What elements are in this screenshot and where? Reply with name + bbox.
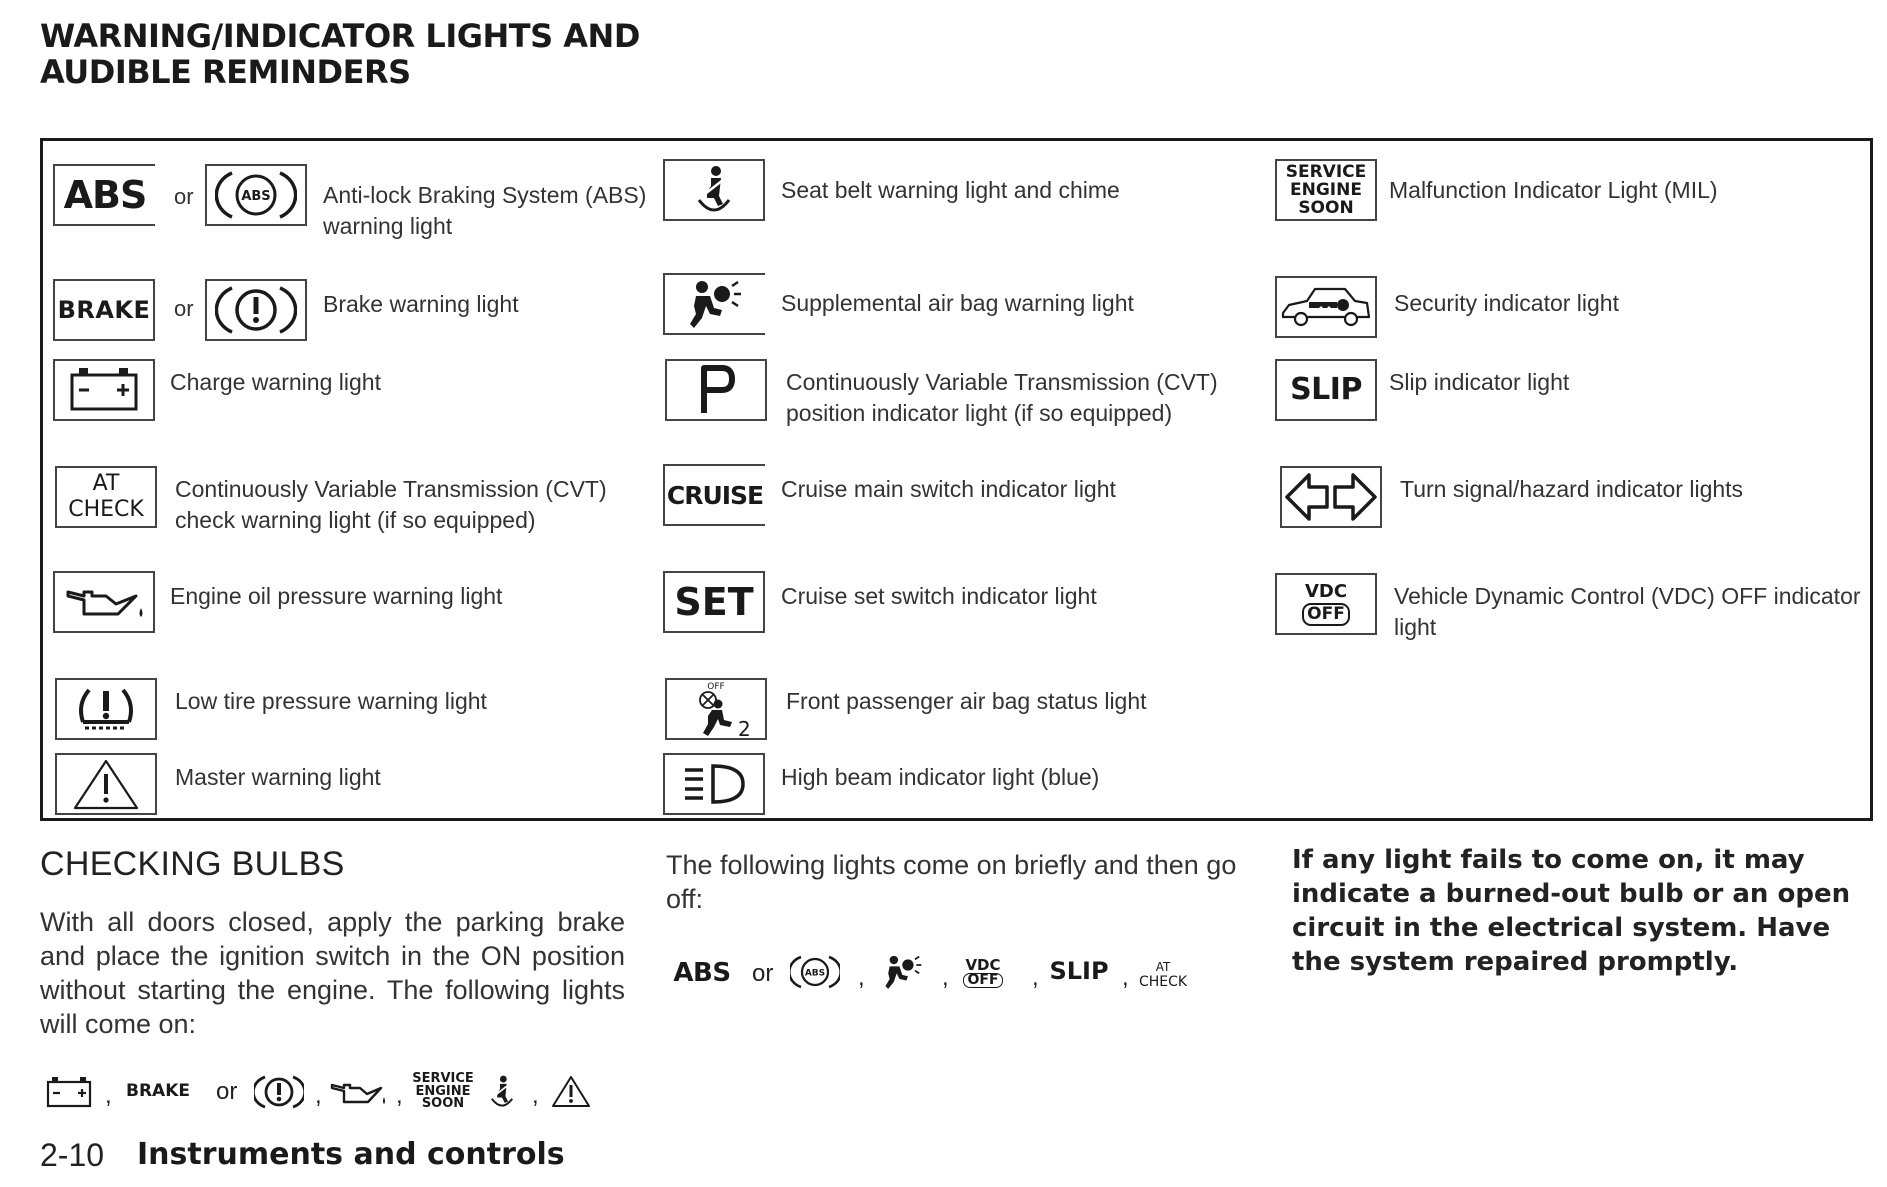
air-bag-label: Supplemental air bag warning light	[781, 290, 1134, 316]
cvt-check-label: Continuously Variable Transmission (CVT) check warning light (if so equipped)	[175, 476, 607, 533]
or-label: or	[174, 184, 194, 209]
turn-signal-label: Turn signal/hazard indicator lights	[1400, 476, 1744, 502]
mil-label: Malfunction Indicator Light (MIL)	[1389, 177, 1718, 203]
bulb-check-symbols-row-2	[666, 950, 1226, 1000]
oil-can-icon	[53, 571, 155, 633]
security-car-key-icon	[1275, 276, 1377, 338]
turn-signal-arrows-icon	[1280, 466, 1382, 528]
oil-can-icon	[328, 1076, 388, 1110]
tire-pressure-label: Low tire pressure warning light	[175, 688, 487, 714]
svg-text:2: 2	[738, 717, 751, 738]
passenger-air-bag-off-icon	[665, 678, 767, 740]
separator-comma: ,	[858, 964, 865, 991]
vdc-off-label: Vehicle Dynamic Control (VDC) OFF indicator light	[1394, 583, 1861, 640]
brake-text-icon: BRAKE	[53, 279, 155, 341]
tire-pressure-icon	[55, 678, 157, 740]
set-icon: SET	[663, 571, 765, 633]
slip-icon: SLIP	[1049, 956, 1109, 985]
high-beam-icon	[663, 753, 765, 815]
page-title-line-1: WARNING/INDICATOR LIGHTS AND	[40, 17, 640, 55]
brake-warning-label: Brake warning light	[323, 291, 519, 317]
abs-circle-icon	[790, 952, 840, 992]
abs-text-icon: ABS	[53, 164, 155, 226]
brake-text-icon: BRAKE	[126, 1080, 190, 1101]
master-warning-triangle-icon	[550, 1072, 592, 1112]
checking-bulbs-heading: CHECKING BULBS	[40, 845, 345, 883]
oil-pressure-label: Engine oil pressure warning light	[170, 583, 503, 609]
separator-comma: ,	[532, 1082, 539, 1109]
bulb-check-symbols-row-1	[40, 1070, 600, 1120]
at-check-icon: AT CHECK	[55, 466, 157, 528]
battery-icon	[45, 1072, 93, 1112]
at-check-icon: AT CHECK	[1138, 960, 1188, 990]
separator-comma: ,	[315, 1082, 322, 1109]
vdc-off-icon: VDC OFF	[1275, 573, 1377, 635]
or-label: or	[752, 960, 774, 987]
seat-belt-icon	[480, 1070, 524, 1114]
svg-text:ABS: ABS	[804, 968, 826, 979]
cruise-icon: CRUISE	[663, 464, 765, 526]
slip-icon: SLIP	[1275, 359, 1377, 421]
or-label: or	[216, 1078, 238, 1105]
seat-belt-icon	[663, 159, 765, 221]
cruise-set-label: Cruise set switch indicator light	[781, 583, 1097, 609]
air-bag-icon	[882, 952, 924, 992]
charge-warning-label: Charge warning light	[170, 369, 381, 395]
svg-text:OFF: OFF	[707, 682, 725, 692]
page-title	[40, 18, 640, 90]
checking-bulbs-paragraph: With all doors closed, apply the parking brake and place the ignition switch in the ON position without starting the engine. The following lights will come on:	[40, 907, 625, 1039]
page-title-line-2: AUDIBLE REMINDERS	[40, 53, 411, 91]
separator-comma: ,	[1032, 964, 1039, 991]
separator-comma: ,	[942, 964, 949, 991]
service-engine-soon-icon: SERVICE ENGINE SOON	[1275, 159, 1377, 221]
separator-comma: ,	[396, 1082, 403, 1109]
separator-comma: ,	[1122, 964, 1129, 991]
cruise-main-label: Cruise main switch indicator light	[781, 476, 1116, 502]
abs-circle-icon	[205, 164, 307, 226]
section-title: Instruments and controls	[137, 1137, 565, 1172]
page-number: 2-10	[40, 1137, 105, 1173]
abs-text-icon: ABS	[673, 957, 731, 988]
cvt-p-icon	[665, 359, 767, 421]
abs-warning-label: Anti-lock Braking System (ABS) warning light	[323, 182, 647, 239]
battery-icon	[53, 359, 155, 421]
brake-circle-icon	[254, 1072, 304, 1112]
service-engine-soon-icon: SERVICE ENGINE SOON	[412, 1071, 474, 1112]
seat-belt-label: Seat belt warning light and chime	[781, 177, 1120, 203]
svg-text:ABS: ABS	[241, 189, 271, 204]
air-bag-icon	[663, 273, 765, 335]
bulb-failure-warning: If any light fails to come on, it may indicate a burned-out bulb or an open circuit in the electrical system. Have the system repaired promptly.	[1292, 845, 1851, 977]
or-label: or	[174, 296, 194, 321]
separator-comma: ,	[105, 1082, 112, 1109]
brake-circle-icon	[205, 279, 307, 341]
security-label: Security indicator light	[1394, 290, 1619, 316]
master-warning-triangle-icon	[55, 753, 157, 815]
passenger-air-bag-label: Front passenger air bag status light	[786, 688, 1147, 714]
warning-lights-table	[40, 138, 1873, 821]
vdc-off-icon: VDC OFF	[965, 955, 1001, 988]
high-beam-label: High beam indicator light (blue)	[781, 764, 1100, 790]
master-warning-label: Master warning light	[175, 764, 381, 790]
briefly-on-paragraph: The following lights come on briefly and then go off:	[666, 850, 1237, 914]
cvt-position-label: Continuously Variable Transmission (CVT) position indicator light (if so equipped)	[786, 369, 1218, 426]
slip-label: Slip indicator light	[1389, 369, 1570, 395]
